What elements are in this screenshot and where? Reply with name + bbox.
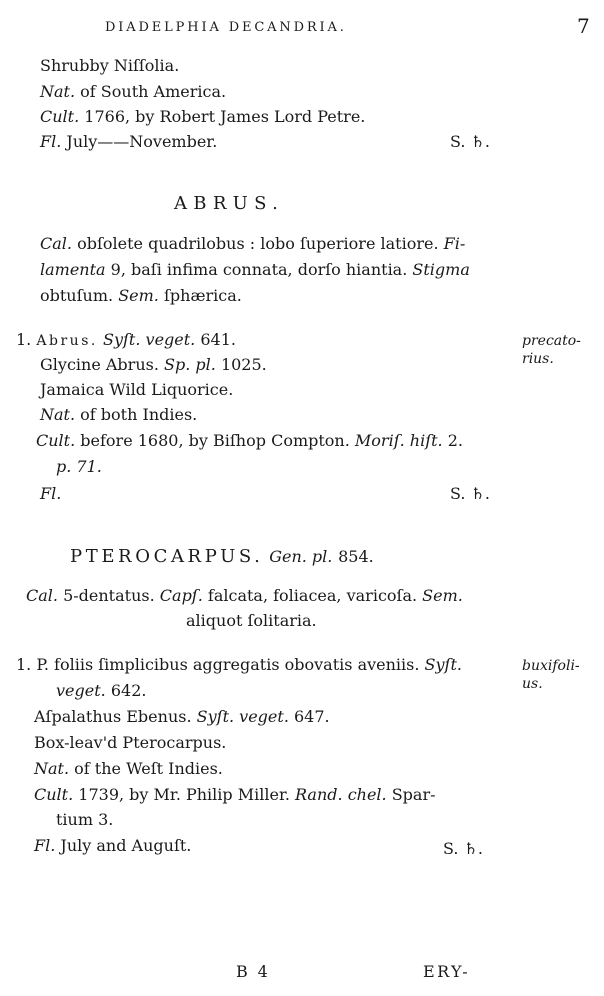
ptero-desc-line-2: aliquot ſolitaria. bbox=[186, 611, 317, 630]
species-number: 1. bbox=[16, 655, 32, 674]
abrus-desc-line-2 bbox=[40, 260, 470, 280]
nissolia-cult-line bbox=[40, 107, 365, 127]
cal-label: Cal. bbox=[26, 586, 58, 605]
cult-ref-2: Spar- bbox=[391, 785, 436, 804]
sp-page: 1025. bbox=[220, 355, 267, 374]
stigma-label: Stigma bbox=[412, 260, 470, 279]
cult-text: before 1680, by Biſhop Compton. bbox=[80, 431, 350, 450]
ptero-species-line bbox=[16, 655, 462, 675]
fl-text: July——November. bbox=[66, 132, 218, 151]
nat-text: of both Indies. bbox=[80, 405, 198, 424]
fl-label: Fl. bbox=[40, 132, 62, 151]
signature-mark: B 4 bbox=[236, 962, 271, 981]
nat-label: Nat. bbox=[40, 405, 76, 424]
genus-pterocarpus: PTEROCARPUS. bbox=[70, 546, 264, 567]
species-name: Abrus. bbox=[36, 333, 98, 349]
genus-abrus: ABRUS. bbox=[174, 193, 285, 214]
syst-ref: Syſt. veget. bbox=[103, 330, 196, 349]
ptero-desc-line-1 bbox=[26, 586, 463, 606]
caps-text: falcata, foliacea, varicoſa. bbox=[207, 586, 418, 605]
filamenta-label-start: Fi- bbox=[443, 234, 466, 253]
margin-line-2: us. bbox=[522, 676, 543, 692]
species-number: 1. bbox=[16, 330, 32, 349]
margin-line-1: precato- bbox=[522, 333, 581, 349]
abrus-desc-line-1 bbox=[40, 234, 465, 254]
abrus-common-name: Jamaica Wild Liquorice. bbox=[40, 380, 234, 399]
gen-ref: Gen. pl. bbox=[269, 547, 333, 566]
cal-label: Cal. bbox=[40, 234, 72, 253]
ptero-habit: S. ♄. bbox=[443, 839, 483, 858]
cult-ref: Rand. chel. bbox=[295, 785, 387, 804]
nissolia-name: Shrubby Niſſolia. bbox=[40, 56, 180, 75]
abrus-habit: S. ♄. bbox=[450, 484, 490, 503]
abrus-cult-line bbox=[36, 431, 463, 451]
abrus-cult-ref-cont: p. 71. bbox=[56, 457, 102, 476]
stigma-text: obtuſum. bbox=[40, 286, 114, 305]
cult-label: Cult. bbox=[36, 431, 76, 450]
cult-ref: Moriſ. hiſt. bbox=[354, 431, 443, 450]
cult-label: Cult. bbox=[34, 785, 74, 804]
abrus-nat-line bbox=[40, 405, 197, 425]
filamenta-label: lamenta bbox=[40, 260, 106, 279]
ptero-nat-line bbox=[34, 759, 223, 779]
abrus-fl-line: Fl. bbox=[40, 484, 62, 503]
cal-text: obſolete quadrilobus : lobo ſuperiore latiore. bbox=[77, 234, 439, 253]
fl-label: Fl. bbox=[34, 836, 56, 855]
syst-page: 642. bbox=[110, 681, 147, 700]
page-number: 7 bbox=[577, 14, 590, 38]
ptero-fl-line bbox=[34, 836, 191, 856]
nat-label: Nat. bbox=[40, 82, 76, 101]
abrus-margin-name bbox=[522, 332, 581, 368]
gen-page: 854. bbox=[338, 547, 374, 566]
species-text: P. foliis ſimplicibus aggregatis obovatis aveniis. bbox=[36, 655, 420, 674]
sem-label: Sem. bbox=[422, 586, 463, 605]
margin-line-1: buxifoli- bbox=[522, 658, 580, 674]
ptero-cult-line bbox=[34, 785, 436, 805]
genus-pterocarpus-line bbox=[70, 546, 374, 567]
running-title: DIADELPHIA DECANDRIA. bbox=[105, 20, 347, 35]
nat-label: Nat. bbox=[34, 759, 70, 778]
nissolia-fl-line bbox=[40, 132, 217, 152]
filamenta-text: 9, baſi infima connata, dorſo hiantia. bbox=[110, 260, 408, 279]
cal-text: 5-dentatus. bbox=[63, 586, 155, 605]
abrus-desc-line-3 bbox=[40, 286, 242, 306]
syn-ref: Syſt. veget. bbox=[196, 707, 289, 726]
ptero-synonym-line bbox=[34, 707, 330, 727]
cult-label: Cult. bbox=[40, 107, 80, 126]
caps-label: Capſ. bbox=[159, 586, 203, 605]
cult-text: 1766, by Robert James Lord Petre. bbox=[84, 107, 366, 126]
nissolia-nat-line bbox=[40, 82, 226, 102]
margin-line-2: rius. bbox=[522, 351, 554, 367]
syst-ref: Syſt. bbox=[424, 655, 462, 674]
cult-ref-num: 2. bbox=[447, 431, 463, 450]
abrus-synonym-line bbox=[40, 355, 267, 375]
sem-text: ſphærica. bbox=[163, 286, 242, 305]
sem-label: Sem. bbox=[118, 286, 159, 305]
ptero-common-name: Box-leav'd Pterocarpus. bbox=[34, 733, 227, 752]
synonym: Aſpalathus Ebenus. bbox=[34, 707, 192, 726]
nat-text: of South America. bbox=[80, 82, 227, 101]
syst-page: 641. bbox=[200, 330, 236, 349]
ptero-syst-cont bbox=[56, 681, 146, 701]
catchword: ERY- bbox=[423, 962, 471, 981]
sp-ref: Sp. pl. bbox=[164, 355, 216, 374]
syn-page: 647. bbox=[294, 707, 330, 726]
ptero-margin-name bbox=[522, 657, 580, 693]
ptero-cult-ref-cont: tium 3. bbox=[56, 810, 114, 829]
nissolia-habit: S. ♄. bbox=[450, 132, 490, 151]
nat-text: of the Weſt Indies. bbox=[74, 759, 223, 778]
synonym: Glycine Abrus. bbox=[40, 355, 159, 374]
syst-cont: veget. bbox=[56, 681, 106, 700]
abrus-species-line bbox=[16, 330, 236, 351]
fl-text: July and Auguſt. bbox=[60, 836, 192, 855]
cult-text: 1739, by Mr. Philip Miller. bbox=[78, 785, 290, 804]
